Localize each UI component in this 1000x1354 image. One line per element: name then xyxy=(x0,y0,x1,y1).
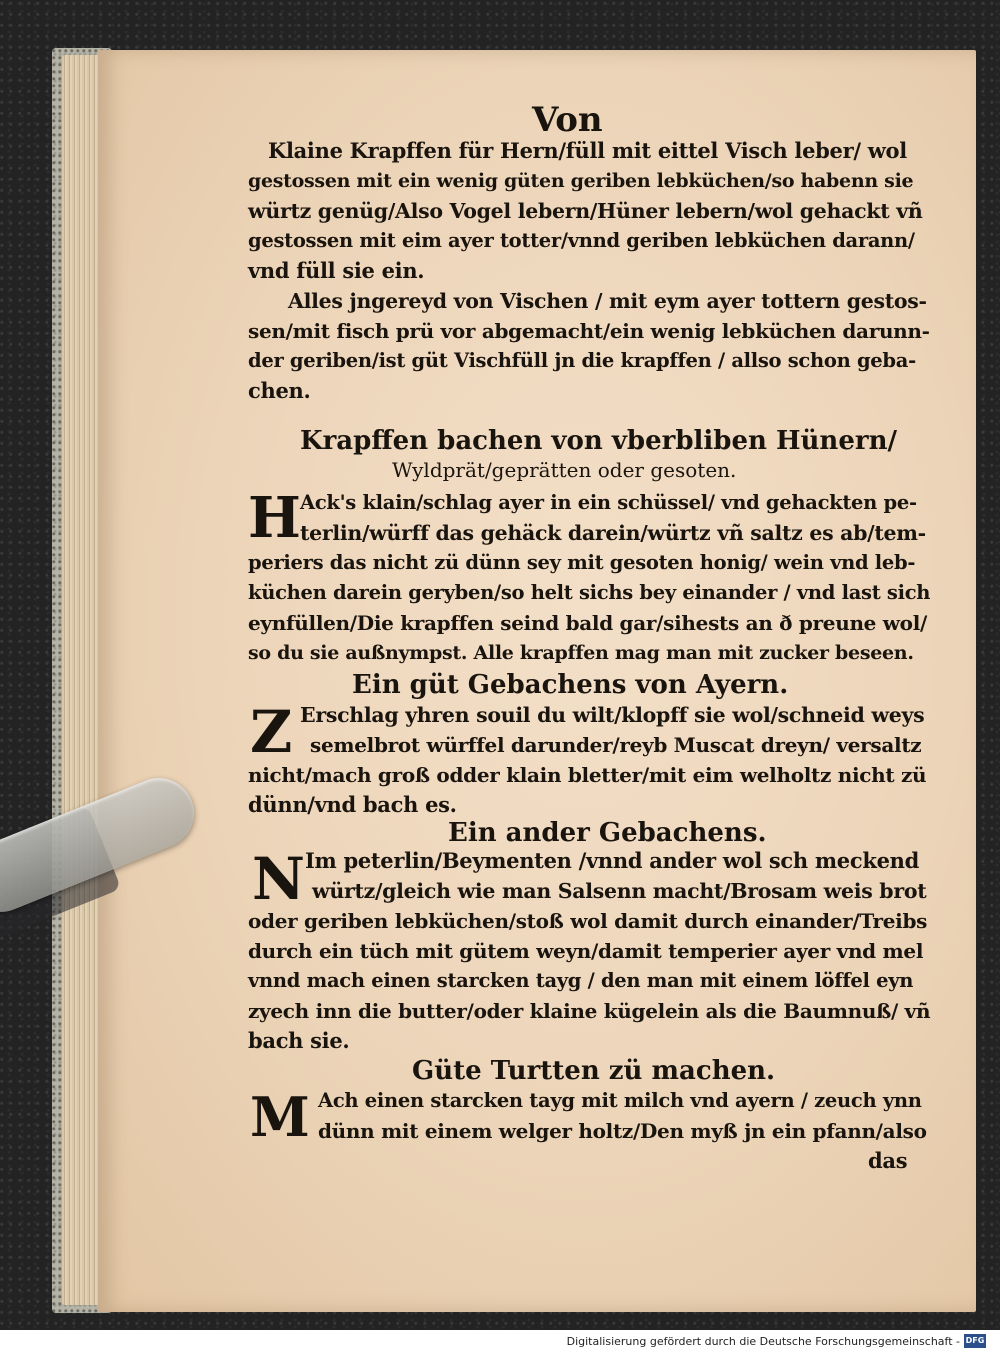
paragraph-2-line-2: sen/mit fisch prü vor abgemacht/ein wenig lebküchen darunn- xyxy=(248,319,930,343)
section-3-dropcap: N xyxy=(252,845,306,913)
section-1-title-line-1: Krapffen bachen von vberbliben Hünern/ xyxy=(300,426,897,456)
section-2-line-2: semelbrot würffel darunder/reyb Muscat dreyn/ versaltz xyxy=(310,733,922,757)
section-1-line-3: periers das nicht zü dünn sey mit gesoten honig/ wein vnd leb- xyxy=(248,551,916,574)
section-4-line-2: dünn mit einem welger holtz/Den myß jn ein pfann/also xyxy=(318,1119,927,1143)
paragraph-1-line-2: gestossen mit ein wenig güten geriben lebküchen/so habenn sie xyxy=(248,170,914,192)
section-2-line-1: Erschlag yhren souil du wilt/klopff sie wol/schneid weys xyxy=(300,703,925,727)
section-4-line-1: Ach einen starcken tayg mit milch vnd ayern / zeuch ynn xyxy=(318,1089,922,1112)
section-1-line-6: so du sie außnympst. Alle krapffen mag man mit zucker beseen. xyxy=(248,642,914,664)
footer-credit: Digitalisierung gefördert durch die Deutsche Forschungsgemeinschaft - xyxy=(566,1335,960,1348)
section-4-title: Güte Turtten zü machen. xyxy=(412,1056,776,1086)
section-2-dropcap: Z xyxy=(250,698,293,766)
paragraph-2-line-1: Alles jngereyd von Vischen / mit eym ayer tottern gestos- xyxy=(288,289,927,313)
section-3-line-2: würtz/gleich wie man Salsenn macht/Brosam weis brot xyxy=(312,879,927,903)
section-1-title-line-2: Wyldprät/geprätten oder gesoten. xyxy=(392,458,737,482)
section-1-line-2: terlin/würff das gehäck darein/würtz vñ saltz es ab/tem- xyxy=(300,521,926,545)
section-4-dropcap: M xyxy=(250,1085,310,1149)
section-3-line-4: durch ein tüch mit gütem weyn/damit temperier ayer vnd mel xyxy=(248,939,924,963)
section-3-line-1: Im peterlin/Beymenten /vnnd ander wol sch meckend xyxy=(305,848,920,873)
section-3-line-7: bach sie. xyxy=(248,1028,350,1053)
section-3-line-5: vnnd mach einen starcken tayg / den man mit einem löffel eyn xyxy=(248,969,914,992)
paragraph-2-line-3: der geriben/ist güt Vischfüll jn die krapffen / allso schon geba- xyxy=(248,349,916,372)
section-2-line-3: nicht/mach groß odder klain bletter/mit eim welholtz nicht zü xyxy=(248,763,927,787)
section-1-line-1: Ack's klain/schlag ayer in ein schüssel/ vnd gehackten pe- xyxy=(300,491,917,514)
section-2-line-4: dünn/vnd bach es. xyxy=(248,792,457,817)
section-3-title: Ein ander Gebachens. xyxy=(448,818,767,848)
page-heading: Von xyxy=(532,100,603,140)
paragraph-1-line-3: würtz genüg/Also Vogel lebern/Hüner lebern/wol gehackt vñ xyxy=(248,199,923,223)
section-1-line-4: küchen darein geryben/so helt sichs bey einander / vnd last sich xyxy=(248,581,931,604)
section-1-dropcap: H xyxy=(248,485,301,551)
paragraph-1-line-4: gestossen mit eim ayer totter/vnnd geriben lebküchen darann/ xyxy=(248,229,915,252)
paragraph-1-line-1: Klaine Krapffen für Hern/füll mit eittel Visch leber/ wol xyxy=(268,138,907,163)
footer-bar xyxy=(0,1330,1000,1354)
catchword: das xyxy=(868,1148,908,1173)
section-2-title: Ein güt Gebachens von Ayern. xyxy=(352,670,789,700)
section-1-line-5: eynfüllen/Die krapffen seind bald gar/sihests an ð preune wol/ xyxy=(248,611,928,635)
section-3-line-6: zyech inn die butter/oder klaine kügelein als die Baumnuß/ vñ xyxy=(248,999,931,1023)
paragraph-2-line-4: chen. xyxy=(248,378,311,403)
section-3-line-3: oder geriben lebküchen/stoß wol damit durch einander/Treibs xyxy=(248,909,928,933)
paragraph-1-line-5: vnd füll sie ein. xyxy=(248,258,425,283)
dfg-logo-icon: DFG xyxy=(964,1334,986,1348)
